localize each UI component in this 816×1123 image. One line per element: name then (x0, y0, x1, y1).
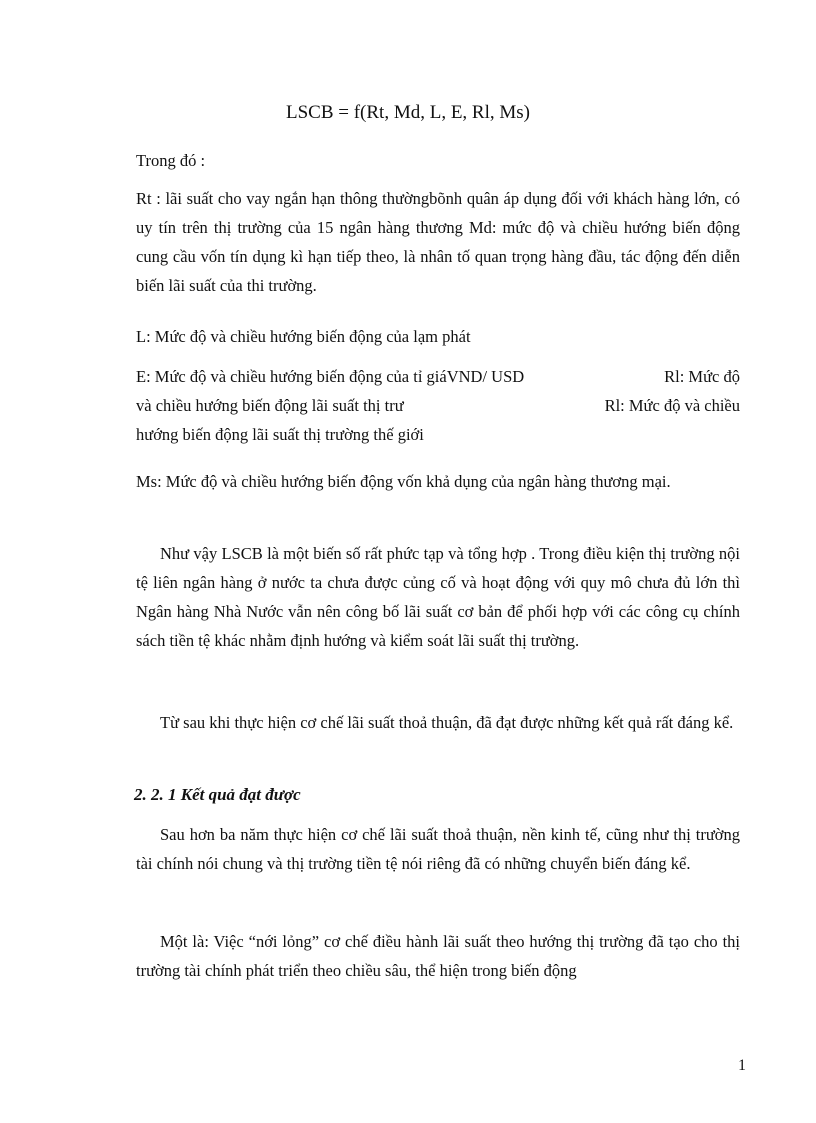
definition-rl-text-2: Rl: Mức độ và chiều (604, 396, 740, 415)
definition-ms: Ms: Mức độ và chiều hướng biến động vốn khả dụng của ngân hàng thương mại. (136, 472, 671, 491)
lscb-formula: LSCB = f(Rt, Md, L, E, Rl, Ms) (285, 102, 530, 123)
definition-e-continuation: và chiều hướng biến động lãi suất thị trư (136, 396, 404, 415)
definition-e-line-1 (136, 362, 740, 391)
section-heading: 2. 2. 1 Kết quả đạt được (134, 785, 301, 804)
paragraph-lscb-summary: Như vậy LSCB là một biến số rất phức tạp và tổng hợp . Trong điều kiện thị trường nội tệ liên ngân hàng ở nước ta chưa được củng cố và hoạt động với quy mô chưa đủ lớn thì Ngân hàng Nhà Nước vẫn nên công bố lãi suất cơ bản để phối hợp với các công cụ chính sách tiền tệ khác nhằm định hướng và kiểm soát lãi suất thị trường. (136, 544, 740, 650)
page-number: 1 (738, 1057, 746, 1074)
paragraph-results-intro: Từ sau khi thực hiện cơ chế lãi suất thoả thuận, đã đạt được những kết quả rất đáng kể. (160, 713, 734, 732)
definition-rl-continuation: hướng biến động lãi suất thị trường thế giới (136, 425, 424, 444)
where-label: Trong đó : (136, 151, 206, 170)
definition-e-block (136, 362, 740, 449)
paragraph-achievements: Sau hơn ba năm thực hiện cơ chế lãi suất thoả thuận, nền kinh tế, cũng như thị trường tài chính nói chung và thị trường tiền tệ nói riêng đã có những chuyển biến đáng kể. (136, 825, 740, 873)
definition-e-text: E: Mức độ và chiều hướng biến động của tỉ giáVND/ USD (136, 367, 525, 386)
definition-l: L: Mức độ và chiều hướng biến động của lạm phát (136, 327, 471, 346)
definition-rl-text-1: Rl: Mức độ (664, 367, 740, 386)
definition-rt-md: Rt : lãi suất cho vay ngắn hạn thông thườngbõnh quân áp dụng đối với khách hàng lớn, có uy tín trên thị trường của 15 ngân hàng thương Md: mức độ và chiều hướng biến động cung cầu vốn tín dụng kì hạn tiếp theo, là nhân tố quan trọng hàng đầu, tác động đến diễn biến lãi suất của thi trường. (136, 189, 740, 295)
paragraph-point-one: Một là: Việc “nới lỏng” cơ chế điều hành lãi suất theo hướng thị trường đã tạo cho thị trường tài chính phát triển theo chiều sâu, thể hiện trong biến động (136, 932, 740, 980)
definition-e-line-3 (136, 420, 740, 449)
definition-e-line-2 (136, 391, 740, 420)
